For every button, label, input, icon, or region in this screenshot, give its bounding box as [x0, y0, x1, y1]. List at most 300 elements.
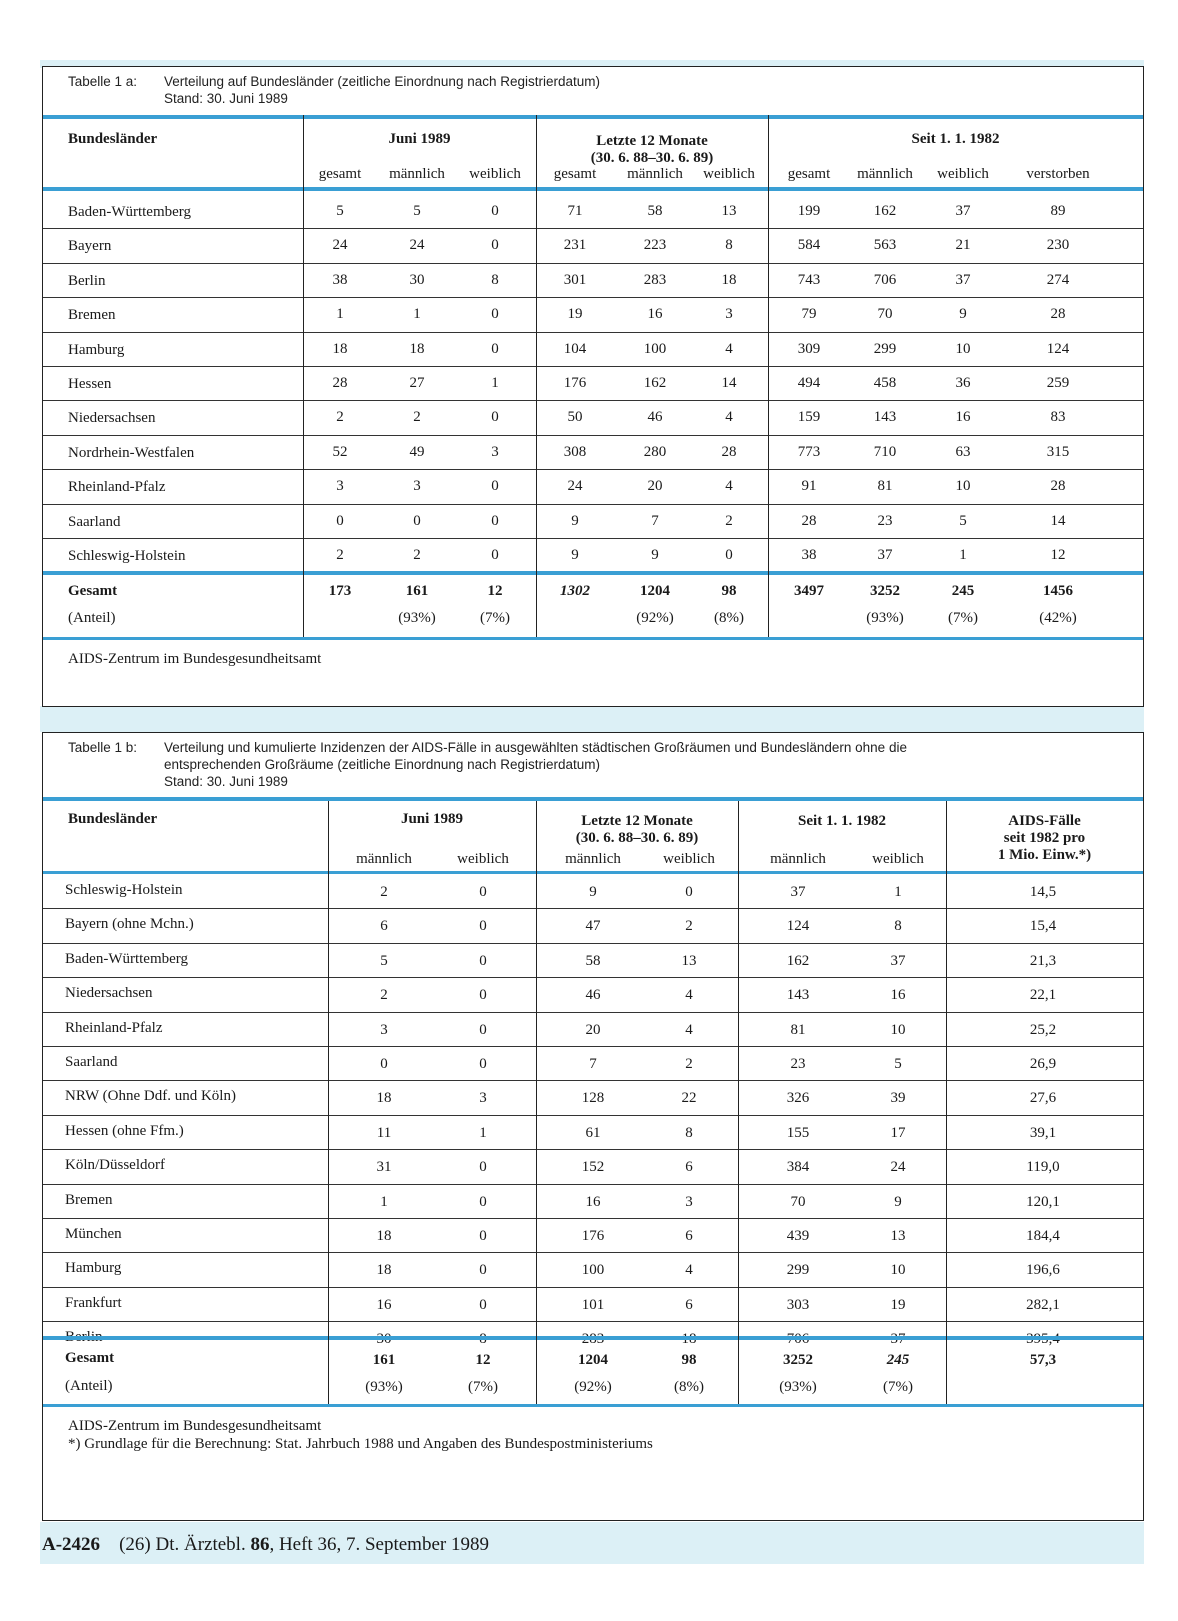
table-1a-cell: 773	[797, 443, 821, 460]
table-1a-cell: 14	[1050, 512, 1066, 529]
table-1b-row-divider	[43, 908, 1143, 909]
table-1b-cell: 4	[685, 1262, 693, 1279]
table-1b-caption-line1: Verteilung und kumulierte Inzidenzen der AIDS-Fälle in ausgewählten städtischen Großräumen und Bundesländern ohne die	[164, 740, 907, 755]
table-1a-share-cell: (7%)	[480, 610, 510, 626]
table-1b-cell: 101	[581, 1296, 605, 1313]
table-1b-cell: 16	[890, 987, 906, 1004]
table-1a-cell: 91	[801, 478, 817, 495]
table-1b-total-cell: 245	[886, 1352, 910, 1368]
table-1a-cell: 5	[959, 512, 967, 529]
table-1b-cell: 10	[890, 1021, 906, 1038]
table-1a-cell: 2	[336, 409, 344, 426]
table-1a-cell: 79	[801, 306, 817, 323]
table-1a-subheader: männlich	[627, 166, 683, 182]
table-1a-cell: 38	[332, 271, 348, 288]
table-1b-caption-line3: Stand: 30. Juni 1989	[164, 774, 288, 789]
table-1b-column-divider	[946, 801, 947, 1404]
table-1b-row-divider	[43, 1046, 1143, 1047]
table-1b-cell: 384	[786, 1159, 810, 1176]
table-1a-cell: 16	[955, 409, 971, 426]
table-1b-cell: 81	[790, 1021, 806, 1038]
table-1a-cell: 28	[801, 512, 817, 529]
table-1b-subheader: männlich	[770, 851, 826, 867]
table-1a-cell: 38	[801, 547, 817, 563]
table-1a-subheader: verstorben	[1026, 166, 1090, 182]
table-1a-cell: 584	[797, 237, 821, 254]
table-1a-cell: 37	[955, 203, 971, 219]
table-1a-cell: 10	[955, 340, 971, 357]
table-1a-cell: 8	[491, 271, 499, 288]
table-1b-total-cell: 57,3	[1029, 1352, 1057, 1368]
table-1b-cell: 24	[890, 1159, 906, 1176]
table-1a-cell: 18	[409, 340, 425, 357]
table-1a-cell: 63	[955, 443, 971, 460]
table-1a-row-divider	[43, 469, 1143, 470]
table-1b-cell: 8	[894, 918, 902, 935]
table-1a-cell: 100	[643, 340, 667, 357]
table-1b-cell: 37	[890, 952, 906, 969]
table-1a-row-name: Bremen	[68, 307, 116, 324]
table-1b-row-name: Schleswig-Holstein	[65, 882, 183, 898]
table-1a-total-cell: 3497	[794, 583, 824, 599]
table-1a-cell: 24	[332, 237, 348, 254]
middle-band	[40, 706, 1144, 732]
table-1a	[42, 66, 1144, 707]
table-1a-cell: 162	[643, 375, 667, 391]
table-1b-cell: 3	[479, 1090, 487, 1107]
table-1b	[42, 732, 1144, 1521]
table-1b-caption-line2: entsprechenden Großräume (zeitliche Einordnung nach Registrierdatum)	[164, 757, 600, 772]
table-1b-source: AIDS-Zentrum im Bundesgesundheitsamt	[68, 1418, 322, 1434]
journal-issue: , Heft 36, 7. September 1989	[269, 1534, 489, 1555]
table-1a-cell: 5	[336, 203, 344, 219]
table-1a-cell: 563	[873, 237, 897, 254]
table-1a-row-name: Schleswig-Holstein	[68, 548, 186, 564]
table-1a-cell: 89	[1050, 203, 1066, 219]
table-1b-share-cell: (7%)	[468, 1379, 498, 1395]
table-1b-cell: 3	[380, 1021, 388, 1038]
table-1b-total-cell: 1204	[578, 1352, 608, 1368]
table-1a-cell: 12	[1050, 547, 1066, 563]
table-1b-cell: 162	[786, 952, 810, 969]
table-1a-cell: 299	[873, 340, 897, 357]
table-1a-cell: 710	[873, 443, 897, 460]
table-1b-subheader: weiblich	[663, 851, 715, 867]
table-1a-total-cell: 98	[721, 583, 737, 599]
table-1a-share-cell: (8%)	[714, 610, 744, 626]
table-1b-cell: 2	[685, 918, 693, 935]
table-1a-cell: 4	[725, 478, 733, 495]
journal-citation: (26) Dt. Ärztebl.	[119, 1534, 246, 1555]
table-1a-cell: 3	[725, 306, 733, 323]
table-1b-row-divider	[43, 1115, 1143, 1116]
table-1a-cell: 46	[647, 409, 663, 426]
table-1a-caption-line1: Verteilung auf Bundesländer (zeitliche Einordnung nach Registrierdatum)	[164, 74, 601, 89]
table-1a-row-divider	[43, 297, 1143, 298]
table-1b-cell: 6	[380, 918, 388, 935]
table-1b-share-cell: (8%)	[674, 1379, 704, 1395]
table-1b-cell: 16	[376, 1296, 392, 1313]
table-1b-total-cell: 12	[475, 1352, 491, 1368]
table-1a-total-cell: 1302	[560, 583, 590, 599]
table-1b-cell: 9	[894, 1193, 902, 1210]
table-1a-share-cell: (93%)	[866, 610, 904, 626]
table-1a-total-cell: 3252	[870, 583, 900, 599]
table-1a-cell: 458	[873, 375, 897, 391]
table-1b-cell: 439	[786, 1228, 810, 1244]
table-1a-row-name: Baden-Württemberg	[68, 204, 192, 220]
table-1b-row-name: Hessen (ohne Ffm.)	[65, 1122, 184, 1139]
table-1a-group-juni: Juni 1989	[388, 131, 451, 147]
table-1a-column-divider	[536, 191, 537, 637]
table-1b-group-seit: Seit 1. 1. 1982	[798, 813, 886, 829]
table-1a-row-divider	[43, 228, 1143, 229]
table-1a-cell: 9	[571, 547, 579, 563]
table-1a-row-divider	[43, 400, 1143, 401]
table-1a-cell: 10	[955, 478, 971, 495]
table-1a-subheader: gesamt	[318, 166, 362, 182]
table-1a-total-cell: 161	[405, 583, 429, 599]
table-1b-cell: 303	[786, 1296, 810, 1313]
table-1b-share-cell: (93%)	[779, 1379, 817, 1395]
table-1b-cell: 6	[685, 1296, 693, 1313]
table-1b-cell: 9	[589, 884, 597, 900]
table-1a-cell: 0	[491, 409, 499, 426]
table-1b-cell: 4	[685, 987, 693, 1004]
table-1a-cell: 9	[959, 306, 967, 323]
table-1a-cell: 1	[413, 306, 421, 323]
table-1a-subheader: weiblich	[703, 166, 755, 182]
table-1a-cell: 0	[491, 237, 499, 254]
table-1b-cell: 119,0	[1026, 1159, 1060, 1176]
table-1b-group-aids-line2: seit 1982 pro	[1003, 830, 1086, 846]
table-1a-cell: 37	[877, 547, 893, 563]
table-1b-cell: 128	[581, 1090, 605, 1107]
table-1b-cell: 22	[681, 1090, 697, 1107]
table-1b-group-juni: Juni 1989	[400, 811, 464, 827]
table-1a-caption-line2: Stand: 30. Juni 1989	[164, 91, 288, 106]
table-1a-cell: 0	[491, 478, 499, 495]
table-1b-cell: 8	[685, 1124, 693, 1141]
table-1a-cell: 259	[1046, 375, 1070, 391]
table-1a-row-name: Berlin	[68, 272, 106, 289]
table-1b-cell: 14,5	[1029, 884, 1057, 900]
table-1b-col-header: Bundesländer	[68, 811, 158, 827]
table-1b-cell: 0	[479, 884, 487, 900]
table-1a-cell: 104	[563, 340, 587, 357]
table-1a-cell: 20	[647, 478, 663, 495]
table-1b-cell: 299	[786, 1262, 810, 1279]
table-1a-cell: 0	[336, 512, 344, 529]
table-1a-cell: 0	[491, 512, 499, 529]
table-1a-cell: 28	[1050, 478, 1066, 495]
table-1a-total-cell: 1456	[1043, 583, 1073, 599]
table-1a-cell: 706	[873, 271, 897, 288]
table-1b-cell: 3	[685, 1193, 693, 1210]
table-1b-group-12m-line2: (30. 6. 88–30. 6. 89)	[575, 830, 699, 846]
table-1b-cell: 22,1	[1029, 987, 1057, 1004]
table-1a-share-cell: (7%)	[948, 610, 978, 626]
table-1b-cell: 15,4	[1029, 918, 1057, 935]
table-1b-share-cell: (7%)	[883, 1379, 913, 1395]
table-1a-cell: 315	[1046, 443, 1070, 460]
table-1a-cell: 70	[877, 306, 893, 323]
table-1a-group-seit: Seit 1. 1. 1982	[911, 131, 1000, 147]
table-1a-source: AIDS-Zentrum im Bundesgesundheitsamt	[68, 651, 322, 667]
page-number: A-2426	[42, 1534, 101, 1555]
table-1a-cell: 30	[409, 271, 425, 288]
table-1a-cell: 743	[797, 271, 821, 288]
table-1b-cell: 18	[376, 1262, 392, 1279]
table-1a-cell: 71	[567, 203, 583, 219]
table-1b-cell: 0	[380, 1056, 388, 1072]
table-1a-cell: 28	[721, 443, 737, 460]
table-1a-cell: 1	[491, 375, 499, 391]
table-1a-cell: 199	[797, 203, 821, 219]
table-1b-cell: 61	[585, 1124, 601, 1141]
table-1b-cell: 25,2	[1029, 1021, 1057, 1038]
table-1b-subheader: männlich	[565, 851, 621, 867]
table-1a-caption-label: Tabelle 1 a:	[68, 74, 138, 89]
table-1b-cell: 58	[585, 952, 601, 969]
table-1b-cell: 13	[681, 952, 697, 969]
table-1a-cell: 27	[409, 375, 425, 391]
table-1a-subheader: gesamt	[787, 166, 831, 182]
table-1a-cell: 52	[332, 443, 348, 460]
table-1b-cell: 5	[380, 952, 388, 969]
table-1b-source-rule	[43, 1404, 1143, 1407]
table-1b-cell: 0	[685, 884, 693, 900]
table-1a-row-divider	[43, 366, 1143, 367]
table-1b-subheader: weiblich	[457, 851, 509, 867]
table-1b-cell: 21,3	[1029, 952, 1057, 969]
table-1a-cell: 274	[1046, 271, 1070, 288]
table-1b-row-name: Bremen	[65, 1191, 113, 1208]
table-1a-header-rule	[43, 115, 1143, 119]
table-1b-subheader-rule	[43, 871, 1143, 874]
table-1b-subheader: weiblich	[872, 851, 924, 867]
table-1a-cell: 81	[877, 478, 893, 495]
table-1b-column-divider	[738, 801, 739, 1404]
table-1b-cell: 176	[581, 1228, 605, 1244]
table-1a-row-name: Nordrhein-Westfalen	[68, 444, 195, 461]
page-footer	[42, 1534, 489, 1556]
table-1a-cell: 0	[413, 512, 421, 529]
table-1b-footnote: *) Grundlage für die Berechnung: Stat. Jahrbuch 1988 und Angaben des Bundespostministeriums	[68, 1436, 653, 1452]
table-1a-cell: 176	[563, 375, 587, 391]
table-1b-cell: 0	[479, 1193, 487, 1210]
table-1a-cell: 308	[563, 443, 587, 460]
table-1a-row-divider	[43, 538, 1143, 539]
table-1a-cell: 3	[413, 478, 421, 495]
table-1b-cell: 39	[890, 1090, 906, 1107]
table-1b-column-divider	[536, 801, 537, 1404]
table-1a-row-name: Saarland	[68, 513, 121, 530]
table-1a-cell: 8	[725, 237, 733, 254]
table-1b-row-divider	[43, 1218, 1143, 1219]
table-1a-cell: 280	[643, 443, 667, 460]
table-1b-cell: 120,1	[1026, 1193, 1060, 1210]
table-1b-row-name: Bayern (ohne Mchn.)	[65, 916, 194, 933]
table-1b-row-divider	[43, 1012, 1143, 1013]
table-1a-share-cell: (42%)	[1039, 610, 1077, 626]
table-1b-total-cell: 161	[372, 1352, 396, 1368]
table-1b-column-divider	[328, 801, 329, 1404]
table-1a-share-cell: (93%)	[398, 610, 436, 626]
table-1b-row-name: Niedersachsen	[65, 985, 153, 1002]
table-1b-group-aids-line1: AIDS-Fälle	[1008, 813, 1081, 829]
table-1b-total-cell: 3252	[783, 1352, 813, 1368]
table-1a-total-cell: 12	[487, 583, 503, 599]
table-1b-cell: 124	[786, 918, 810, 935]
table-1a-cell: 21	[955, 237, 971, 254]
table-1a-column-divider	[768, 191, 769, 637]
table-1b-row-divider	[43, 1080, 1143, 1081]
table-1a-cell: 0	[491, 547, 499, 563]
table-1b-cell: 6	[685, 1159, 693, 1176]
table-1a-row-divider	[43, 504, 1143, 505]
table-1a-cell: 16	[647, 306, 663, 323]
table-1b-cell: 70	[790, 1193, 806, 1210]
table-1a-cell: 7	[651, 512, 659, 529]
table-1b-cell: 6	[685, 1228, 693, 1244]
table-1a-cell: 9	[571, 512, 579, 529]
table-1a-cell: 3	[336, 478, 344, 495]
table-1b-cell: 184,4	[1026, 1228, 1060, 1244]
table-1b-cell: 1	[479, 1124, 487, 1141]
table-1b-cell: 0	[479, 987, 487, 1004]
table-1b-cell: 2	[380, 987, 388, 1004]
table-1b-cell: 0	[479, 952, 487, 969]
table-1b-row-divider	[43, 943, 1143, 944]
table-1a-cell: 3	[491, 443, 499, 460]
table-1a-subheader: männlich	[389, 166, 445, 182]
table-1b-row-divider	[43, 977, 1143, 978]
table-1a-cell: 494	[797, 375, 821, 391]
table-1b-row-name: Frankfurt	[65, 1294, 122, 1311]
table-1a-cell: 24	[567, 478, 583, 495]
table-1b-cell: 18	[376, 1090, 392, 1107]
table-1a-cell: 18	[332, 340, 348, 357]
table-1a-cell: 23	[877, 512, 893, 529]
table-1a-cell: 301	[563, 271, 587, 288]
table-1b-share-cell: (93%)	[365, 1379, 403, 1395]
table-1b-cell: 13	[890, 1228, 906, 1244]
table-1a-cell: 36	[955, 375, 971, 391]
table-1a-cell: 18	[721, 271, 737, 288]
table-1b-row-name: Baden-Württemberg	[65, 950, 189, 967]
table-1a-cell: 2	[336, 547, 344, 563]
table-1a-subheader: männlich	[857, 166, 913, 182]
table-1b-cell: 282,1	[1026, 1296, 1060, 1313]
table-1b-cell: 4	[685, 1021, 693, 1038]
table-1b-header-rule	[43, 797, 1143, 801]
table-1a-subheader: weiblich	[937, 166, 989, 182]
table-1a-cell: 2	[725, 512, 733, 529]
table-1b-cell: 155	[786, 1124, 810, 1141]
table-1a-subheader: weiblich	[469, 166, 521, 182]
table-1b-cell: 0	[479, 1021, 487, 1038]
table-1a-cell: 37	[955, 271, 971, 288]
table-1b-row-name: Hamburg	[65, 1260, 122, 1277]
table-1b-total-rule	[43, 1336, 1143, 1340]
table-1a-cell: 28	[332, 375, 348, 391]
table-1a-total-cell: 173	[328, 583, 352, 599]
table-1a-group-12m-line1: Letzte 12 Monate	[596, 133, 708, 149]
table-1a-cell: 24	[409, 237, 425, 254]
table-1b-cell: 196,6	[1026, 1262, 1060, 1279]
table-1b-share-label: (Anteil)	[65, 1378, 113, 1394]
table-1b-cell: 0	[479, 1159, 487, 1176]
table-1a-cell: 124	[1046, 340, 1070, 357]
table-1b-row-divider	[43, 1252, 1143, 1253]
table-1a-cell: 0	[725, 547, 733, 563]
table-1b-cell: 1	[380, 1193, 388, 1210]
table-1a-share-label: (Anteil)	[68, 610, 116, 626]
table-1a-subheader-rule	[43, 187, 1143, 191]
table-1a-cell: 2	[413, 547, 421, 563]
table-1b-cell: 0	[479, 1296, 487, 1313]
table-1b-cell: 7	[589, 1056, 597, 1072]
table-1a-cell: 1	[959, 547, 967, 563]
table-1a-total-cell: 1204	[640, 583, 670, 599]
table-1b-row-name: Köln/Düsseldorf	[65, 1157, 165, 1174]
table-1a-cell: 230	[1046, 237, 1070, 254]
table-1b-cell: 16	[585, 1193, 601, 1210]
table-1b-caption-label: Tabelle 1 b:	[68, 740, 138, 755]
table-1a-group-12m-line2: (30. 6. 88–30. 6. 89)	[590, 150, 714, 166]
table-1a-cell: 28	[1050, 306, 1066, 323]
table-1a-cell: 58	[647, 203, 663, 219]
table-1b-cell: 39,1	[1029, 1124, 1057, 1141]
table-1b-total-cell: 98	[681, 1352, 697, 1368]
table-1b-row-name: Saarland	[65, 1054, 118, 1070]
table-1a-cell: 2	[413, 409, 421, 426]
table-1a-cell: 14	[721, 375, 737, 391]
table-1b-total-label: Gesamt	[65, 1350, 115, 1366]
table-1b-row-name: München	[65, 1226, 122, 1242]
table-1b-cell: 0	[479, 1056, 487, 1072]
table-1a-subheader: gesamt	[553, 166, 597, 182]
table-1a-cell: 0	[491, 203, 499, 219]
table-1b-cell: 46	[585, 987, 601, 1004]
table-1b-cell: 17	[890, 1124, 906, 1141]
table-1b-cell: 18	[376, 1228, 392, 1244]
table-1a-cell: 162	[873, 203, 897, 219]
table-1a-col-header: Bundesländer	[68, 131, 158, 147]
journal-volume: 86	[250, 1534, 270, 1555]
table-1a-cell: 4	[725, 340, 733, 357]
table-1b-cell: 20	[585, 1021, 601, 1038]
table-1b-cell: 326	[786, 1090, 810, 1107]
table-1b-cell: 2	[685, 1056, 693, 1072]
table-1b-cell: 26,9	[1029, 1056, 1057, 1072]
table-1b-cell: 143	[786, 987, 810, 1004]
table-1b-cell: 11	[376, 1124, 392, 1141]
table-1a-share-cell: (92%)	[636, 610, 674, 626]
table-1b-row-divider	[43, 1149, 1143, 1150]
table-1b-cell: 10	[890, 1262, 906, 1279]
table-1b-cell: 0	[479, 918, 487, 935]
table-1a-row-divider	[43, 332, 1143, 333]
table-1b-group-aids-line3: 1 Mio. Einw.*)	[997, 847, 1092, 863]
table-1a-row-name: Rheinland-Pfalz	[68, 479, 166, 496]
table-1b-cell: 100	[581, 1262, 605, 1279]
table-1a-cell: 0	[491, 306, 499, 323]
table-1a-cell: 5	[413, 203, 421, 219]
table-1a-cell: 283	[643, 271, 667, 288]
table-1a-cell: 309	[797, 340, 821, 357]
